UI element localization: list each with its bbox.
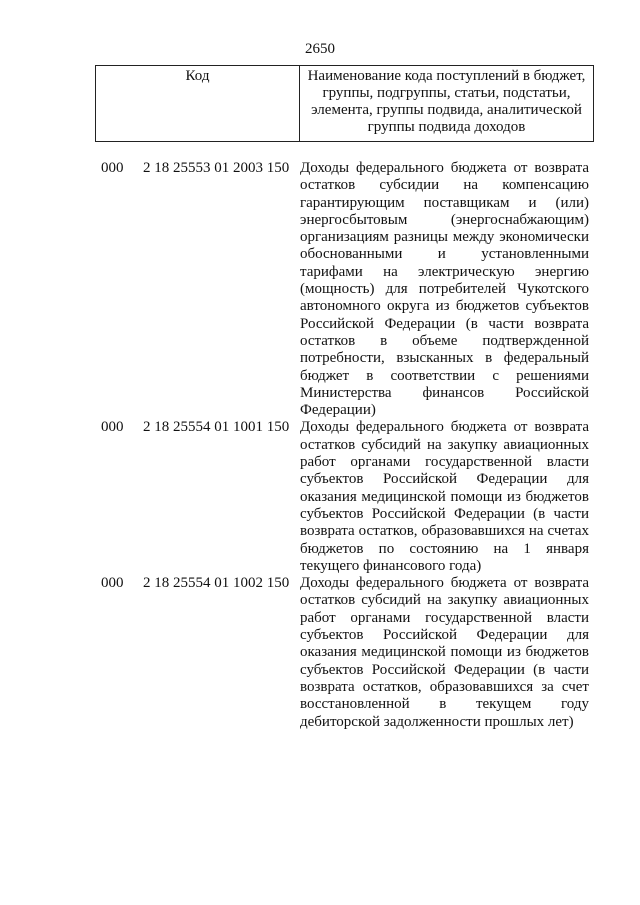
income-description: Доходы федерального бюджета от возврата остатков субсидий на закупку авиационных работ органами государственной власти субъектов Российской Федерации для оказания медицинской помощи из бюджетов субъектов Российской Федерации (в части возврата остатков, образовавшихся на счетах бюджетов по состоянию на 1 января текущего финансового года): [300, 419, 589, 574]
income-codes-list: [0, 160, 640, 731]
income-description: Доходы федерального бюджета от возврата остатков субсидии на компенсацию гарантирующим поставщикам и (или) энергосбытовым (энергоснабжающим) организациям разницы между экономически обоснованными и установленными тарифами на электрическую энергию (мощность) для потребителей Чукотского автономного округа из бюджетов субъектов Российской Федерации (в части возврата остатков в объеме подтвержденной потребности, взысканных в федеральный бюджет в соответствии с решениями Министерства финансов Российской Федерации): [300, 160, 589, 419]
admin-code: 000: [101, 160, 124, 176]
table-row: [0, 419, 640, 575]
admin-code: 000: [101, 419, 124, 436]
income-code: 2 18 25554 01 1001 150: [143, 419, 290, 436]
table-row: [0, 575, 640, 731]
income-description: Доходы федерального бюджета от возврата остатков субсидий на закупку авиационных работ органами государственной власти субъектов Российской Федерации для оказания медицинской помощи из бюджетов субъектов Российской Федерации (в части возврата остатков, образовавшихся за счет восстановленной в текущем году дебиторской задолженности прошлых лет): [300, 575, 589, 730]
income-code: 2 18 25553 01 2003 150: [143, 160, 290, 176]
page-number: 2650: [305, 41, 335, 57]
header-name-column: Наименование кода поступлений в бюджет, группы, подгруппы, статьи, подстатьи, элемента, группы подвида, аналитической группы подвида доходов: [307, 68, 586, 135]
table-header: [95, 65, 594, 142]
admin-code: 000: [101, 575, 124, 592]
header-code-column: Код: [96, 66, 300, 141]
income-code: 2 18 25554 01 1002 150: [143, 575, 290, 592]
table-row: [0, 160, 640, 419]
